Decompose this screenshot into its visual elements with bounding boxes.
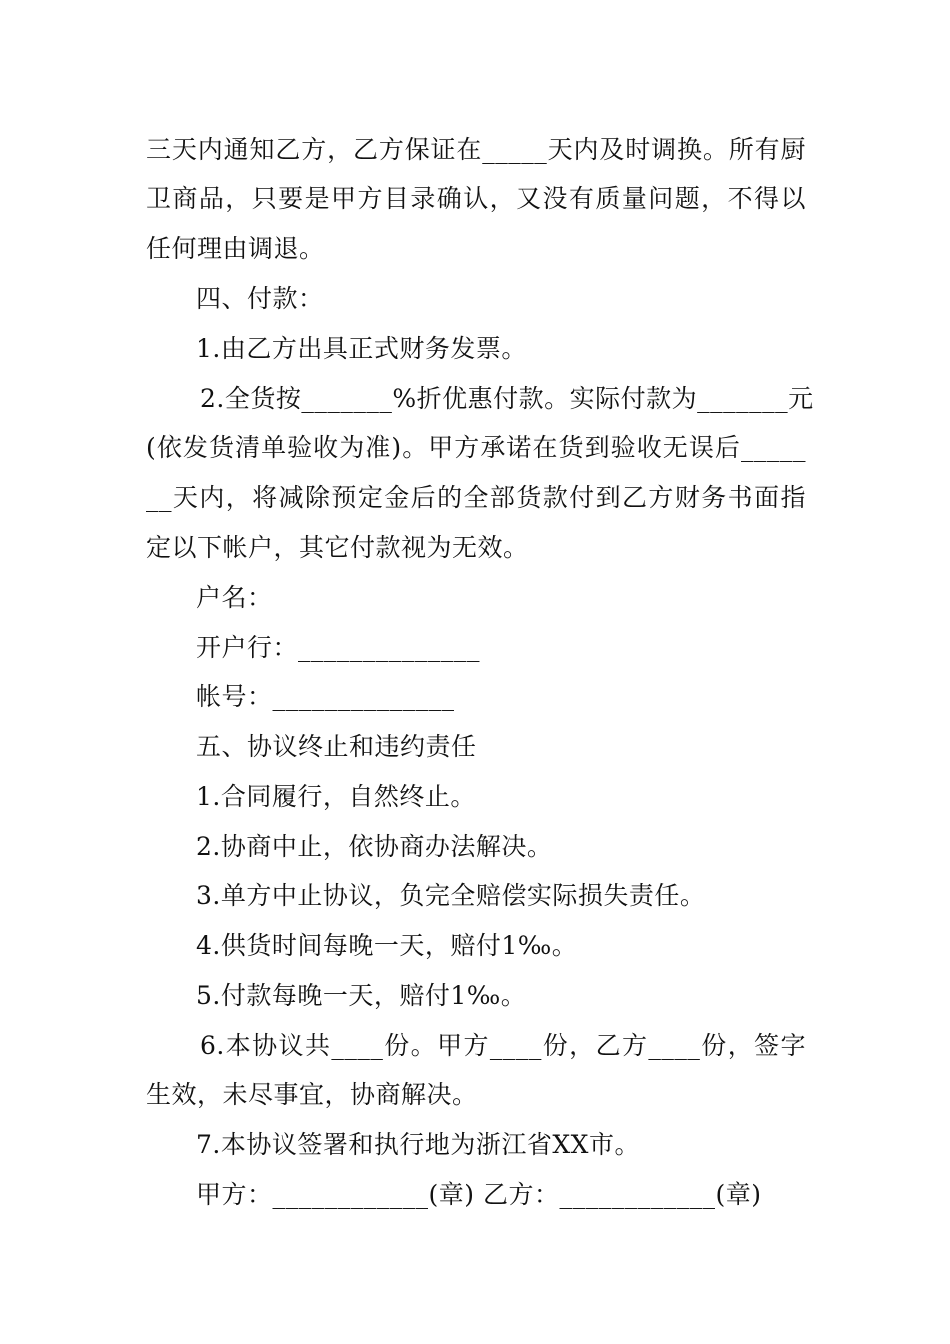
paragraph-line: 定以下帐户，其它付款视为无效。	[146, 533, 529, 562]
section-heading: 四、付款：	[196, 284, 324, 313]
paragraph-line: 任何理由调退。	[146, 234, 325, 263]
list-item: 2.全货按_______%折优惠付款。实际付款为_______元	[200, 384, 814, 413]
bank-field: 开户行：______________	[196, 633, 481, 662]
list-item: 1.由乙方出具正式财务发票。	[196, 334, 527, 363]
paragraph-line: 三天内通知乙方，乙方保证在_____天内及时调换。所有厨	[146, 135, 806, 164]
list-item: 4.供货时间每晚一天，赔付1‰。	[196, 931, 578, 960]
section-heading: 五、协议终止和违约责任	[196, 732, 477, 761]
signature-line: 甲方：____________(章) 乙方：____________(章)	[196, 1180, 762, 1209]
account-name-field: 户名：	[196, 583, 273, 612]
paragraph-line: 卫商品，只要是甲方目录确认，又没有质量问题，不得以	[146, 184, 806, 213]
paragraph-line: 生效，未尽事宜，协商解决。	[146, 1080, 478, 1109]
list-item: 7.本协议签署和执行地为浙江省XX市。	[196, 1130, 640, 1159]
list-item: 2.协商中止，依协商办法解决。	[196, 832, 553, 861]
list-item: 6.本协议共____份。甲方____份，乙方____份，签字	[200, 1031, 806, 1060]
account-number-field: 帐号：______________	[196, 682, 455, 711]
paragraph-line: (依发货清单验收为准)。甲方承诺在货到验收无误后_____	[146, 433, 806, 462]
list-item: 1.合同履行，自然终止。	[196, 782, 476, 811]
list-item: 5.付款每晚一天，赔付1‰。	[196, 981, 527, 1010]
paragraph-line: __天内，将减除预定金后的全部货款付到乙方财务书面指	[146, 483, 806, 512]
list-item: 3.单方中止协议，负完全赔偿实际损失责任。	[196, 881, 706, 910]
